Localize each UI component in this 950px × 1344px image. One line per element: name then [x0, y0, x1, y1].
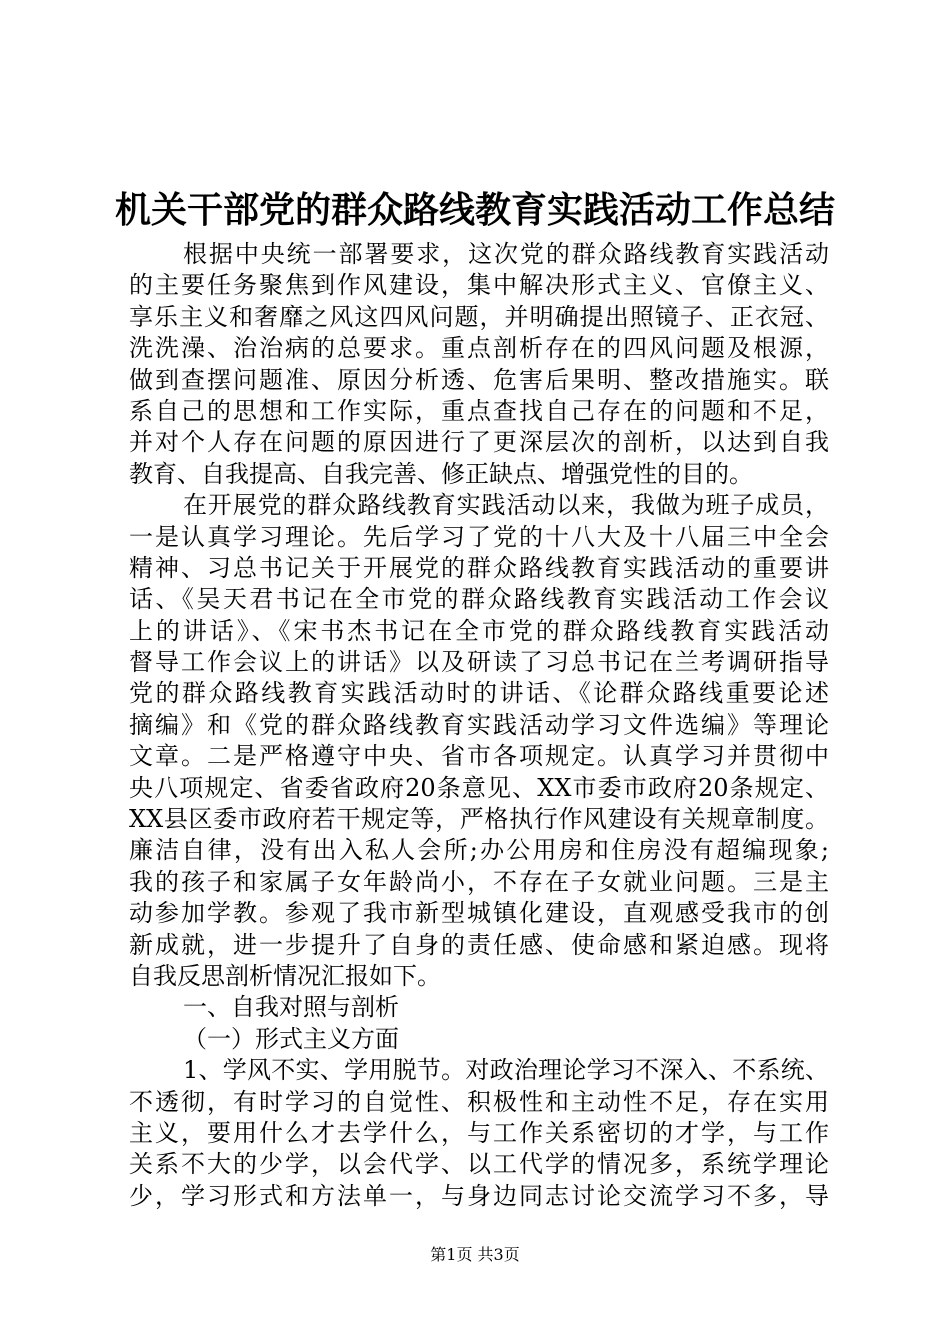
text-line: 关系不大的少学，以会代学、以工代学的情况多，系统学理论 — [129, 1150, 829, 1179]
page-footer: 第1页 共3页 — [430, 1245, 520, 1264]
text-line: 党的群众路线教育实践活动时的讲话、《论群众路线重要论述 — [129, 679, 829, 708]
text-line: 自我反思剖析情况汇报如下。 — [129, 961, 441, 990]
text-line: 少，学习形式和方法单一，与身边同志讨论交流学习不多，导 — [129, 1181, 829, 1210]
text-line: 根据中央统一部署要求，这次党的群众路线教育实践活动 — [183, 240, 829, 268]
text-line: 动参加学教。参观了我市新型城镇化建设，直观感受我市的创 — [129, 899, 829, 928]
text-line: 的主要任务聚焦到作风建设，集中解决形式主义、官僚主义、 — [129, 271, 829, 300]
text-line: 教育、自我提高、自我完善、修正缺点、增强党性的目的。 — [129, 459, 753, 488]
text-line: 一是认真学习理论。先后学习了党的十八大及十八届三中全会 — [129, 522, 829, 551]
text-line: 督导工作会议上的讲话》以及研读了习总书记在兰考调研指导 — [129, 648, 829, 677]
text-line: 系自己的思想和工作实际，重点查找自己存在的问题和不足， — [129, 396, 829, 425]
text-line: （一）形式主义方面 — [183, 1024, 399, 1053]
text-line: 我的孩子和家属子女年龄尚小，不存在子女就业问题。三是主 — [129, 867, 829, 896]
text-line: 并对个人存在问题的原因进行了更深层次的剖析，以达到自我 — [129, 428, 829, 457]
text-line: 上的讲话》、《宋书杰书记在全市党的群众路线教育实践活动 — [129, 616, 829, 645]
text-line: 在开展党的群众路线教育实践活动以来，我做为班子成员， — [183, 491, 829, 520]
text-line: 一、自我对照与剖析 — [183, 993, 399, 1022]
text-line: 做到查摆问题准、原因分析透、危害后果明、整改措施实。联 — [129, 365, 829, 394]
text-line: 廉洁自律，没有出入私人会所;办公用房和住房没有超编现象; — [129, 836, 829, 865]
text-line: 不透彻，有时学习的自觉性、积极性和主动性不足，存在实用 — [129, 1087, 829, 1116]
document-body — [129, 239, 829, 1212]
text-line: 精神、习总书记关于开展党的群众路线教育实践活动的重要讲 — [129, 553, 829, 582]
text-line: 央八项规定、省委省政府20条意见、XX市委市政府20条规定、 — [129, 773, 829, 802]
text-line: XX县区委市政府若干规定等，严格执行作风建设有关规章制度。 — [129, 805, 829, 834]
text-line: 洗洗澡、治治病的总要求。重点剖析存在的四风问题及根源， — [129, 334, 829, 363]
document-title: 机关干部党的群众路线教育实践活动工作总结 — [114, 189, 835, 231]
text-line: 摘编》和《党的群众路线教育实践活动学习文件选编》等理论 — [129, 710, 829, 739]
text-line: 1、学风不实、学用脱节。对政治理论学习不深入、不系统、 — [183, 1056, 829, 1085]
text-line: 享乐主义和奢靡之风这四风问题，并明确提出照镜子、正衣冠、 — [129, 302, 829, 331]
text-line: 文章。二是严格遵守中央、省市各项规定。认真学习并贯彻中 — [129, 742, 829, 771]
text-line: 话、《吴天君书记在全市党的群众路线教育实践活动工作会议 — [129, 585, 829, 614]
text-line: 主义，要用什么才去学什么，与工作关系密切的才学，与工作 — [129, 1118, 829, 1147]
text-line: 新成就，进一步提升了自身的责任感、使命感和紧迫感。现将 — [129, 930, 829, 959]
